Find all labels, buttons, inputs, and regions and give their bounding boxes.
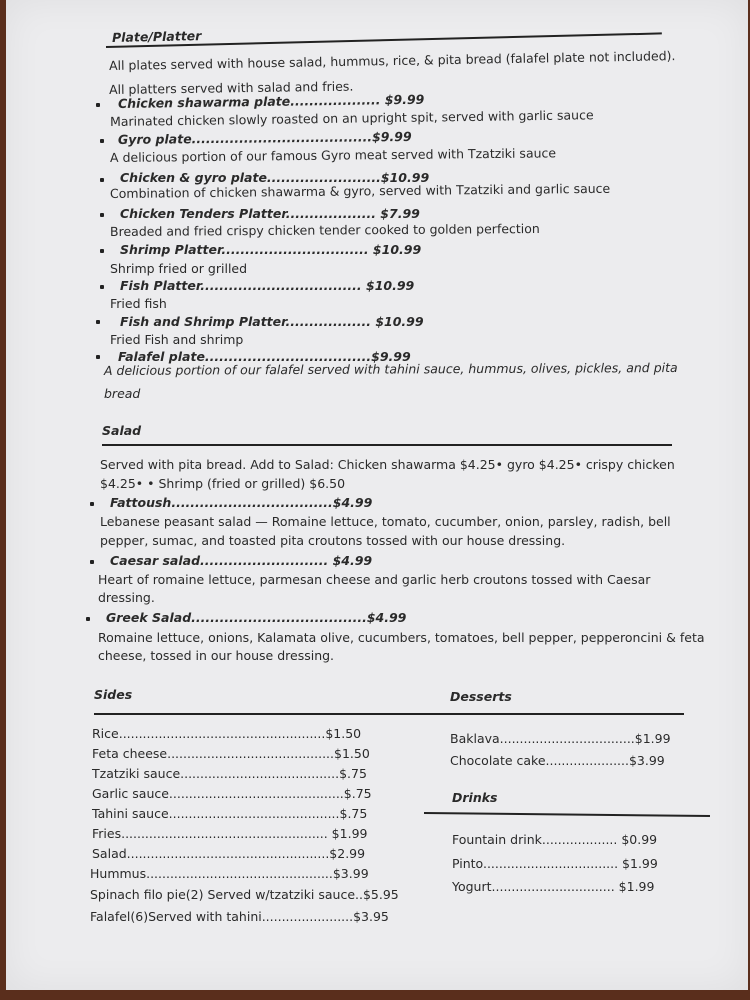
menu-item-shrimp-platter: Shrimp Platter............................... $10.99 [120,242,422,257]
drinks-section-title: Drinks [452,790,498,805]
menu-item-desc: Shrimp fried or grilled [110,261,248,276]
menu-item-desc: Breaded and fried crispy chicken tender cooked to golden perfection [109,220,540,239]
dessert-item-baklava: Baklava..................................$1.99 [450,731,671,746]
menu-item-desc-cont: cheese, tossed in our house dressing. [98,648,335,663]
salad-section-title: Salad [102,423,142,438]
menu-item-desc: Marinated chicken slowly roasted on an upright spit, served with garlic sauce [109,107,594,129]
side-item-garlic-sauce: Garlic sauce............................................$.75 [92,786,372,801]
menu-item-desc-cont: pepper, sumac, and toasted pita croutons tossed with our house dressing. [100,533,566,548]
drink-item-pinto: Pinto.................................. $1.99 [452,856,658,871]
bullet-icon [90,560,94,564]
salad-intro-1: Served with pita bread. Add to Salad: Chicken shawarma $4.25• gyro $4.25• crispy chicken [100,457,675,472]
bullet-icon [100,285,104,289]
menu-item-desc: A delicious portion of our falafel served with tahini sauce, hummus, olives, pickles, and pita [103,359,678,378]
side-item-tzatziki-sauce: Tzatziki sauce........................................$.75 [92,766,367,781]
bullet-icon [96,320,100,324]
bullet-icon [100,178,104,182]
menu-item-desc: Romaine lettuce, onions, Kalamata olive, cucumbers, tomatoes, bell pepper, pepperoncini & feta [98,630,705,645]
plate-intro-2: All platters served with salad and fries. [108,78,354,97]
side-item-feta-cheese: Feta cheese..........................................$1.50 [92,746,370,761]
side-item-falafel: Falafel(6)Served with tahini.......................$3.95 [90,909,389,924]
side-item-rice: Rice....................................................$1.50 [92,726,362,741]
menu-item-chicken-shawarma-plate: Chicken shawarma plate................... $9.99 [117,91,425,111]
bullet-icon [90,502,94,506]
sides-section-rule [94,713,684,715]
bullet-icon [100,249,104,253]
menu-item-desc: A delicious portion of our famous Gyro meat served with Tzatziki sauce [109,145,557,165]
menu-item-fish-platter: Fish Platter.................................. $10.99 [120,278,415,293]
desserts-section-title: Desserts [450,689,512,704]
sides-section-title: Sides [94,687,133,702]
drink-item-yogurt: Yogurt............................... $1.99 [452,879,655,894]
menu-item-desc-cont: dressing. [98,590,155,605]
menu-item-desc: Fried fish [110,296,167,311]
side-item-salad: Salad...................................................$2.99 [92,846,366,861]
bullet-icon [96,103,100,107]
dessert-item-chocolate-cake: Chocolate cake.....................$3.99 [450,753,665,768]
menu-page [6,0,748,990]
menu-item-fish-and-shrimp-platter: Fish and Shrimp Platter.................. $10.99 [120,314,424,329]
plate-section-title: Plate/Platter [111,28,202,45]
menu-item-chicken-gyro-plate: Chicken & gyro plate........................$10.99 [120,170,430,185]
bullet-icon [96,355,100,359]
menu-item-falafel-plate: Falafel plate...................................$9.99 [118,349,411,364]
bullet-icon [86,617,90,621]
drink-item-fountain-drink: Fountain drink................... $0.99 [452,832,658,847]
bullet-icon [100,139,104,143]
plate-intro-1: All plates served with house salad, hummus, rice, & pita bread (falafel plate not included). [108,48,676,73]
side-item-fries: Fries.................................................... $1.99 [92,826,368,841]
menu-item-chicken-tenders-platter: Chicken Tenders Platter................... $7.99 [120,206,420,221]
menu-item-caesar-salad: Caesar salad........................... $4.99 [110,553,373,568]
salad-section-rule [102,444,672,446]
menu-item-gyro-plate: Gyro plate......................................$9.99 [117,128,412,147]
side-item-spinach-filo-pie: Spinach filo pie(2) Served w/tzatziki sauce..$5.95 [90,887,399,902]
side-item-hummus: Hummus...............................................$3.99 [90,866,369,881]
menu-item-greek-salad: Greek Salad.....................................$4.99 [106,610,407,625]
menu-item-fattoush: Fattoush..................................$4.99 [110,495,373,510]
menu-item-desc: Fried Fish and shrimp [110,332,244,347]
menu-item-desc: Heart of romaine lettuce, parmesan cheese and garlic herb croutons tossed with Caesar [98,572,651,587]
drinks-section-rule [424,812,710,817]
menu-item-desc: Lebanese peasant salad — Romaine lettuce, tomato, cucumber, onion, parsley, radish, bell [100,514,671,529]
menu-item-desc: Combination of chicken shawarma & gyro, served with Tzatziki and garlic sauce [109,180,611,201]
side-item-tahini-sauce: Tahini sauce...........................................$.75 [92,806,368,821]
bullet-icon [100,213,104,217]
salad-intro-2: $4.25• • Shrimp (fried or grilled) $6.50 [100,476,346,491]
menu-item-desc-cont: bread [104,386,141,401]
